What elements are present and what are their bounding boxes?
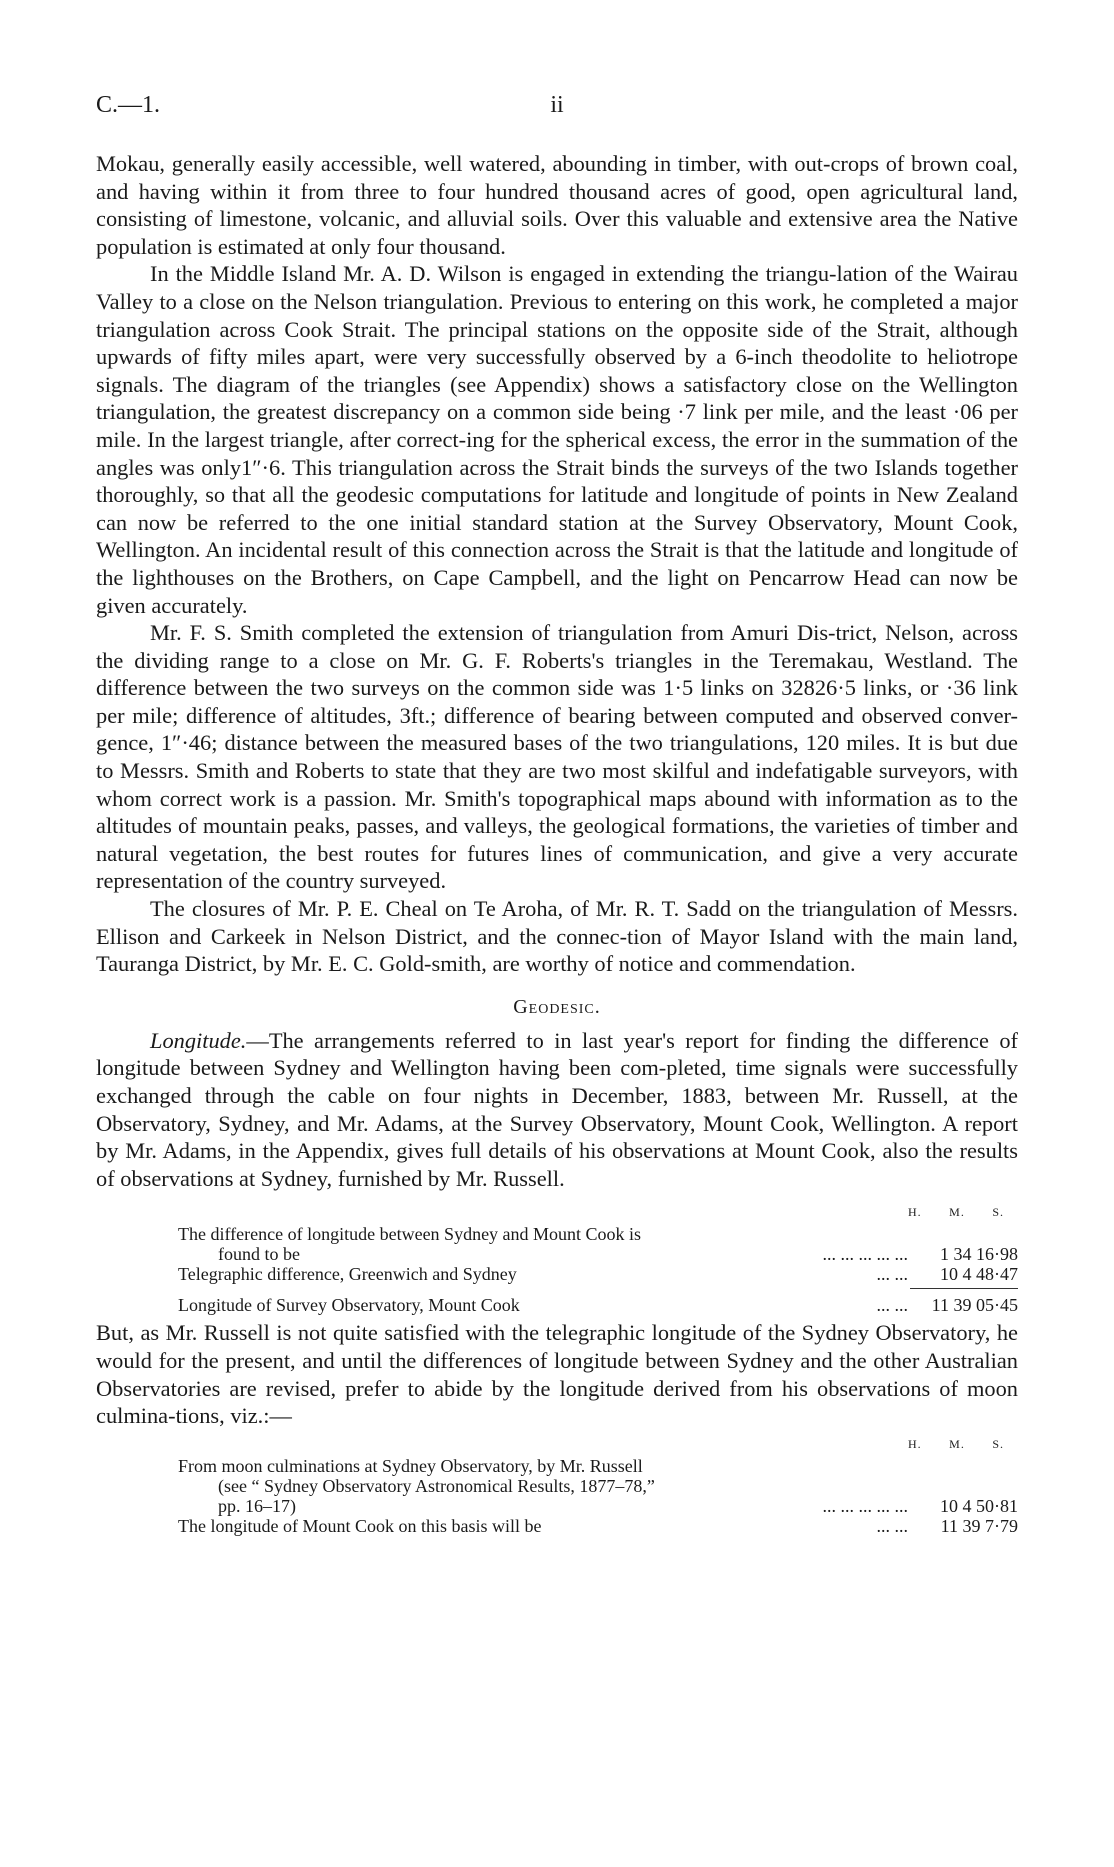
row-label: From moon culminations at Sydney Observatory, by Mr. Russell xyxy=(178,1455,643,1476)
row-label: (see “ Sydney Observatory Astronomical Results, 1877–78,” xyxy=(218,1475,655,1496)
row-label: found to be xyxy=(218,1244,300,1265)
table-row xyxy=(178,1264,1018,1284)
table-column-header xyxy=(178,1434,1018,1454)
leader-dots: ... ... ... ... ... xyxy=(822,1495,908,1516)
row-value: 10 4 48·47 xyxy=(940,1264,1018,1285)
paragraph-russell: But, as Mr. Russell is not quite satisfied with the telegraphic longitude of the Sydney Observatory, he would for the present, and until the differences of longitude between Sydney and the other Australian Observatories are revised, prefer to abide by the longitude derived from his observations of moon culmina-tions, viz.:— xyxy=(96,1320,1018,1429)
body-text xyxy=(96,150,1018,1536)
paragraph-longitude xyxy=(96,1027,1018,1193)
longitude-table-1 xyxy=(178,1202,1018,1315)
paragraph-smith: Mr. F. S. Smith completed the extension of triangulation from Amuri Dis-trict, Nelson, across the dividing range to a close on Mr. G. F. Roberts's triangles in the Teremakau, Westland. The difference between the two surveys on the common side was 1·5 links on 32826·5 links, or ·36 link per mile; difference of altitudes, 3ft.; difference of bearing between computed and observed conver-gence, 1″·46; distance between the measured bases of the two triangulations, 120 miles. It is but due to Messrs. Smith and Roberts to state that they are two most skilful and indefatigable surveyors, with whom correct work is a passion. Mr. Smith's topographical maps abound with information as to the altitudes of mountain peaks, passes, and valleys, the geological formations, the varieties of timber and natural vegetation, the best routes for futures lines of communication, and give a very accurate representation of the country surveyed. xyxy=(96,620,1018,894)
row-label: Telegraphic difference, Greenwich and Sydney xyxy=(178,1264,517,1285)
longitude-table-2 xyxy=(178,1434,1018,1536)
table-column-header xyxy=(178,1202,1018,1222)
row-value: 11 39 7·79 xyxy=(940,1515,1018,1536)
col-hours: H. xyxy=(908,1205,922,1220)
longitude-lead: Longitude. xyxy=(150,1027,247,1053)
page-header xyxy=(96,92,1018,132)
col-seconds: S. xyxy=(992,1205,1004,1220)
col-hours: H. xyxy=(908,1436,922,1451)
paragraph-middle-island: In the Middle Island Mr. A. D. Wilson is engaged in extending the triangu-lation of the Wairau Valley to a close on the Nelson triangulation. Previous to entering on this work, he completed a major triangulation across Cook Strait. The principal stations on the opposite side of the Strait, although upwards of fifty miles apart, were very successfully observed by a 6-inch theodolite to heliotrope signals. The diagram of the triangles (see Appendix) shows a satisfactory close on the Wellington triangulation, the greatest discrepancy on a common side being ·7 link per mile, and the least ·06 per mile. In the largest triangle, after correct-ing for the spherical excess, the error in the summation of the angles was only1″·6. This triangulation across the Strait binds the surveys of the two Islands together thoroughly, so that all the geodesic computations for latitude and longitude of points in New Zealand can now be referred to the one initial standard station at the Survey Observatory, Mount Cook, Wellington. An incidental result of this connection across the Strait is that the latitude and longitude of the lighthouses on the Brothers, on Cape Campbell, and the light on Pencarrow Head can now be given accurately. xyxy=(96,261,1018,618)
row-label: pp. 16–17) xyxy=(218,1495,296,1516)
table-row xyxy=(178,1456,1018,1476)
paragraph-closures: The closures of Mr. P. E. Cheal on Te Aroha, of Mr. R. T. Sadd on the triangulation of Messrs. Ellison and Carkeek in Nelson District, and the connec-tion of Mayor Island with the main land, Tauranga District, by Mr. E. C. Gold-smith, are worthy of notice and commendation. xyxy=(96,896,1018,977)
longitude-text: —The arrangements referred to in last year's report for finding the difference of longitude between Sydney and Wellington having been com-pleted, time signals were successfully exchanged through the cable on four nights in December, 1883, between Mr. Russell, at the Observatory, Sydney, and Mr. Adams, at the Survey Observatory, Mount Cook, Wellington. A report by Mr. Adams, in the Appendix, gives full details of his observations at Mount Cook, also the results of observations at Sydney, furnished by Mr. Russell. xyxy=(96,1027,1018,1191)
row-value: 1 34 16·98 xyxy=(940,1244,1018,1265)
row-value: 10 4 50·81 xyxy=(940,1495,1018,1516)
leader-dots: ... ... xyxy=(876,1295,908,1316)
paragraph-mokau: Mokau, generally easily accessible, well watered, abounding in timber, with out-crops of brown coal, and having within it from three to four hundred thousand acres of good, open agricultural land, consisting of limestone, volcanic, and alluvial soils. Over this valuable and extensive area the Native population is estimated at only four thousand. xyxy=(96,151,1018,259)
row-label: The difference of longitude between Sydney and Mount Cook is xyxy=(178,1224,642,1245)
sum-rule xyxy=(910,1288,1018,1289)
leader-dots: ... ... xyxy=(876,1264,908,1285)
table-row xyxy=(178,1476,1018,1496)
col-seconds: S. xyxy=(992,1436,1004,1451)
table-total-row xyxy=(178,1295,1018,1315)
section-heading: Geodesic. xyxy=(513,995,601,1018)
table-row xyxy=(178,1244,1018,1264)
page-number: ii xyxy=(550,92,564,118)
leader-dots: ... ... ... ... ... xyxy=(822,1244,908,1265)
table-row xyxy=(178,1496,1018,1516)
col-minutes: M. xyxy=(949,1436,965,1451)
total-value: 11 39 05·45 xyxy=(931,1295,1018,1316)
total-label: Longitude of Survey Observatory, Mount Cook xyxy=(178,1295,520,1316)
table-row xyxy=(178,1224,1018,1244)
document-reference: C.—1. xyxy=(96,92,161,118)
leader-dots: ... ... xyxy=(876,1515,908,1536)
table-row xyxy=(178,1516,1018,1536)
row-label: The longitude of Mount Cook on this basis will be xyxy=(178,1515,542,1536)
col-minutes: M. xyxy=(949,1205,965,1220)
